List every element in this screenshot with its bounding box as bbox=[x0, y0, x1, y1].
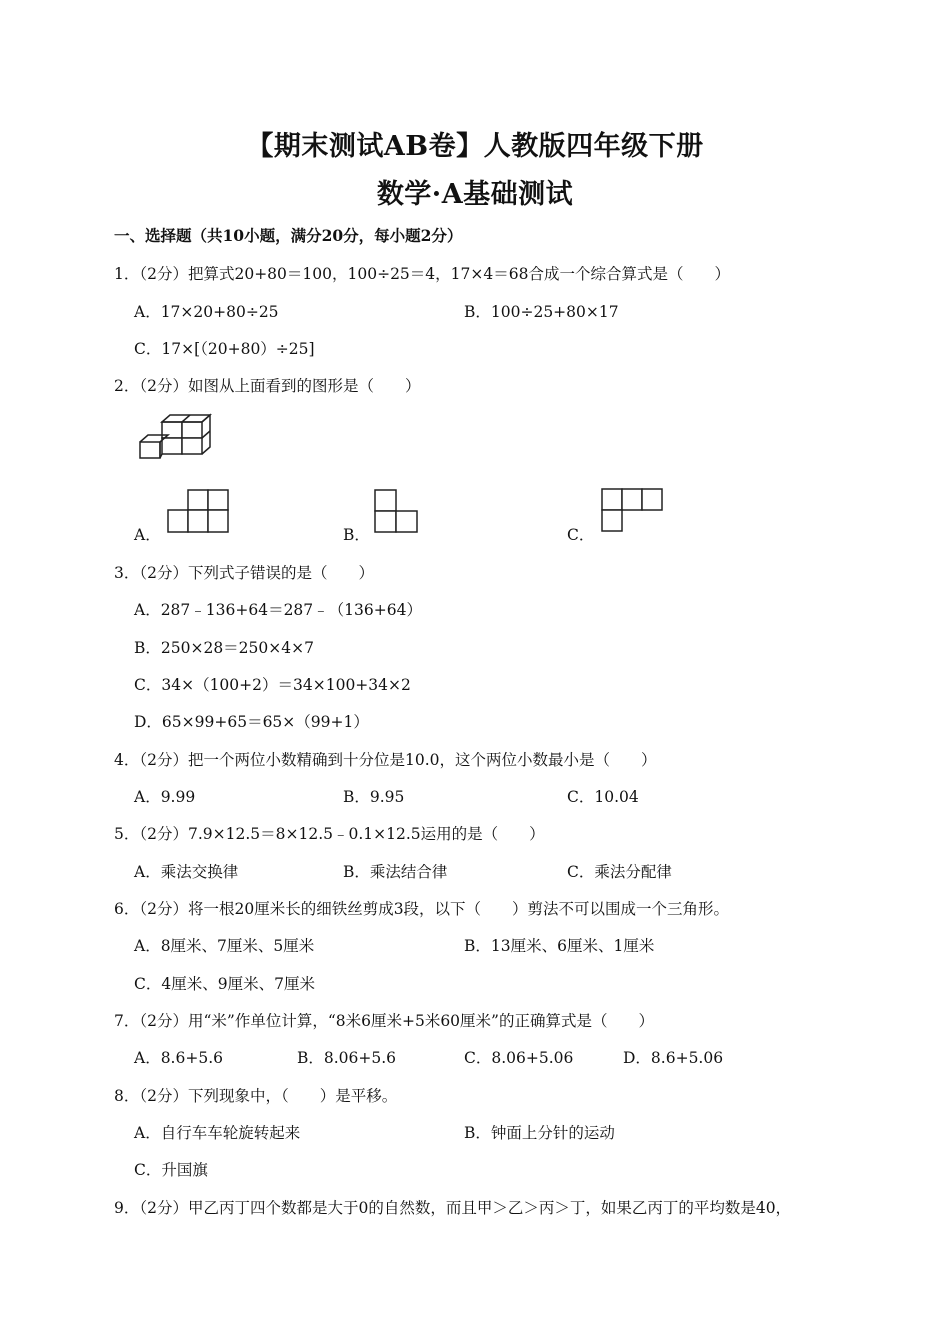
question-8-option-a: A．自行车车轮旋转起来 bbox=[134, 1124, 301, 1142]
question-1-option-a: A．17×20+80÷25 bbox=[134, 303, 279, 321]
question-7-stem: 7．（2分）用“米”作单位计算，“8米6厘米+5米60厘米”的正确算式是（ ） bbox=[114, 1012, 654, 1030]
question-7-option-b: B．8.06+5.6 bbox=[297, 1049, 397, 1067]
question-6-option-a: A．8厘米、7厘米、5厘米 bbox=[134, 937, 315, 955]
question-5-stem: 5．（2分）7.9×12.5＝8×12.5﹣0.1×12.5运用的是（ ） bbox=[114, 825, 545, 843]
question-4-option-b: B．9.95 bbox=[343, 788, 405, 806]
question-8-option-c: C．升国旗 bbox=[134, 1161, 208, 1179]
question-5-option-b: B．乘法结合律 bbox=[343, 863, 448, 881]
question-3-option-a: A．287﹣136+64＝287﹣（136+64） bbox=[134, 601, 422, 619]
question-6-option-c: C．4厘米、9厘米、7厘米 bbox=[134, 975, 315, 993]
question-2-option-a: A． bbox=[134, 526, 161, 544]
section-heading: 一、选择题（共10小题，满分20分，每小题2分） bbox=[114, 226, 463, 245]
question-5-option-c: C．乘法分配律 bbox=[567, 863, 672, 881]
question-6-stem: 6．（2分）将一根20厘米长的细铁丝剪成3段，以下（ ）剪法不可以围成一个三角形。 bbox=[114, 900, 730, 918]
question-1-stem: 1．（2分）把算式20+80＝100，100÷25＝4，17×4＝68合成一个综合算式是（ ） bbox=[114, 265, 730, 283]
question-4-option-c: C．10.04 bbox=[567, 788, 639, 806]
question-2-option-b: B． bbox=[343, 526, 370, 544]
question-7-option-a: A．8.6+5.6 bbox=[134, 1049, 223, 1067]
question-7-option-d: D．8.6+5.06 bbox=[623, 1049, 724, 1067]
question-3-stem: 3．（2分）下列式子错误的是（ ） bbox=[114, 564, 374, 582]
cube-stack-figure bbox=[138, 412, 210, 464]
option-a-shape bbox=[166, 489, 232, 535]
title-line-2: 数学·A基础测试 bbox=[376, 179, 574, 210]
question-7-option-c: C．8.06+5.06 bbox=[464, 1049, 574, 1067]
question-8-stem: 8．（2分）下列现象中，（ ）是平移。 bbox=[114, 1087, 398, 1105]
question-3-option-b: B．250×28＝250×4×7 bbox=[134, 639, 314, 657]
question-9-stem: 9．（2分）甲乙丙丁四个数都是大于0的自然数，而且甲＞乙＞丙＞丁，如果乙丙丁的平均数是40， bbox=[114, 1199, 792, 1217]
question-3-option-d: D．65×99+65＝65×（99+1） bbox=[134, 713, 369, 731]
question-1-option-b: B．100÷25+80×17 bbox=[464, 303, 619, 321]
title-line-1: 【期末测试AB卷】人教版四年级下册 bbox=[246, 131, 704, 162]
option-c-shape bbox=[600, 488, 666, 534]
question-5-option-a: A．乘法交换律 bbox=[134, 863, 239, 881]
question-3-option-c: C．34×（100+2）＝34×100+34×2 bbox=[134, 676, 411, 694]
question-6-option-b: B．13厘米、6厘米、1厘米 bbox=[464, 937, 655, 955]
option-b-shape bbox=[373, 489, 419, 535]
question-1-option-c: C．17×[（20+80）÷25] bbox=[134, 340, 315, 358]
question-8-option-b: B．钟面上分针的运动 bbox=[464, 1124, 615, 1142]
question-2-stem: 2．（2分）如图从上面看到的图形是（ ） bbox=[114, 377, 421, 395]
question-2-option-c: C． bbox=[567, 526, 595, 544]
question-4-option-a: A．9.99 bbox=[134, 788, 196, 806]
question-4-stem: 4．（2分）把一个两位小数精确到十分位是10.0，这个两位小数最小是（ ） bbox=[114, 751, 657, 769]
